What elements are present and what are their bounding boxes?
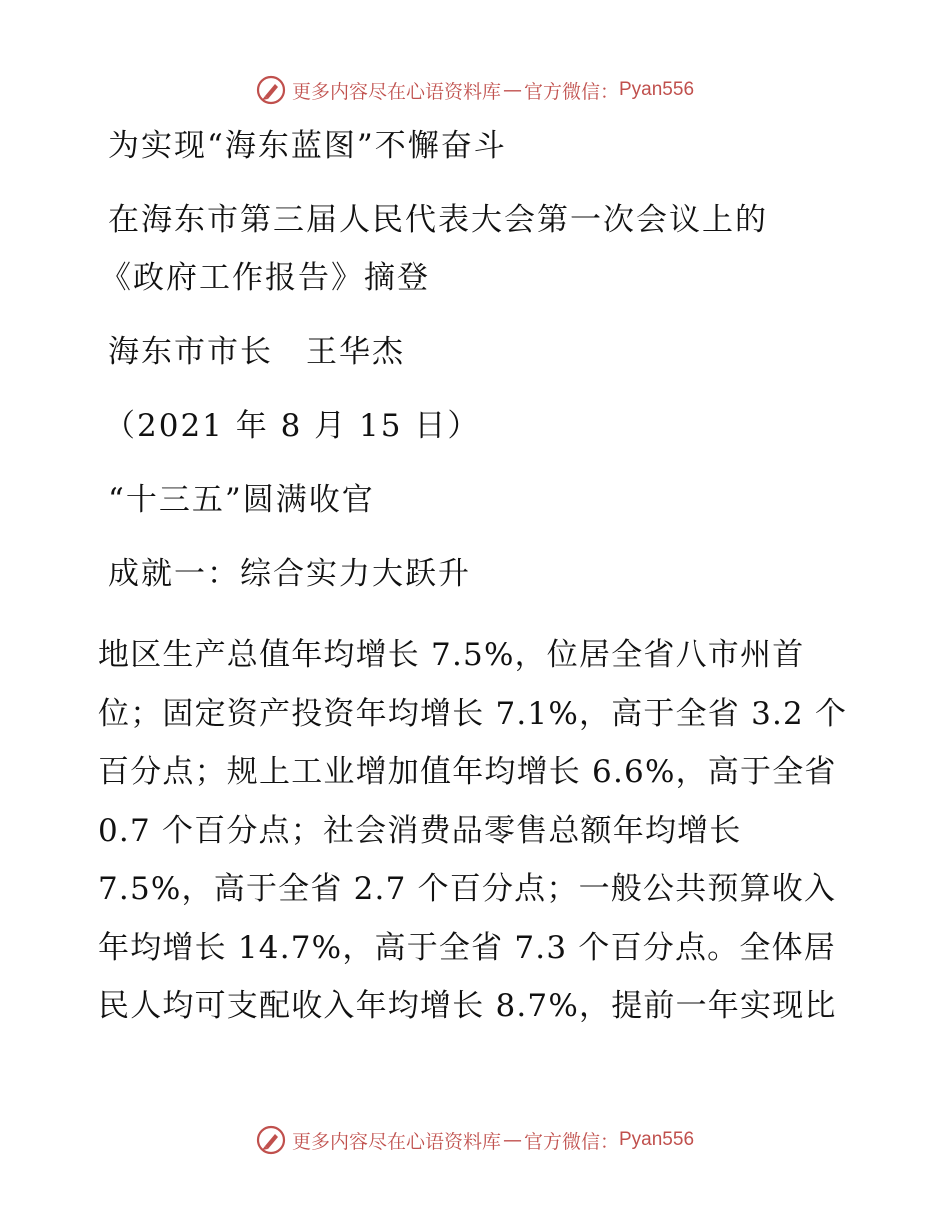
body-paragraph	[98, 626, 858, 1036]
watermark-dash: —	[502, 79, 522, 101]
watermark-official: 官方微信：	[523, 1130, 619, 1153]
section-heading: “十三五”圆满收官	[108, 482, 375, 518]
document-subtitle-line1: 在海东市第三届人民代表大会第一次会议上的	[108, 202, 768, 238]
document-author: 海东市市长 王华杰	[108, 334, 405, 370]
document-subtitle-line2: 《政府工作报告》摘登	[100, 260, 430, 296]
watermark-wechat-id: Pyan556	[619, 1129, 695, 1150]
watermark-footer	[0, 1120, 950, 1160]
paragraph-line: 位；固定资产投资年均增长 7.1%，高于全省 3.2 个	[98, 695, 848, 732]
watermark-dash: —	[502, 1129, 522, 1151]
paragraph-line: 地区生产总值年均增长 7.5%，位居全省八市州首	[98, 637, 805, 673]
paragraph-line: 7.5%，高于全省 2.7 个百分点；一般公共预算收入	[98, 871, 837, 907]
achievement-heading: 成就一：综合实力大跃升	[108, 556, 471, 592]
watermark-text: 更多内容尽在心语资料库	[291, 80, 501, 103]
document-title: 为实现“海东蓝图”不懈奋斗	[108, 128, 507, 164]
paragraph-line: 民人均可支配收入年均增长 8.7%，提前一年实现比	[98, 988, 837, 1024]
watermark-official: 官方微信：	[523, 80, 619, 103]
document-date: （2021 年 8 月 15 日）	[104, 408, 481, 444]
paragraph-line: 百分点；规上工业增加值年均增长 6.6%，高于全省	[98, 754, 837, 790]
watermark-wechat-id: Pyan556	[619, 79, 695, 100]
paragraph-line: 年均增长 14.7%，高于全省 7.3 个百分点。全体居	[98, 929, 836, 966]
pen-logo-icon	[256, 1125, 286, 1155]
paragraph-line: 0.7 个百分点；社会消费品零售总额年均增长	[98, 812, 742, 849]
watermark-text: 更多内容尽在心语资料库	[291, 1130, 501, 1153]
